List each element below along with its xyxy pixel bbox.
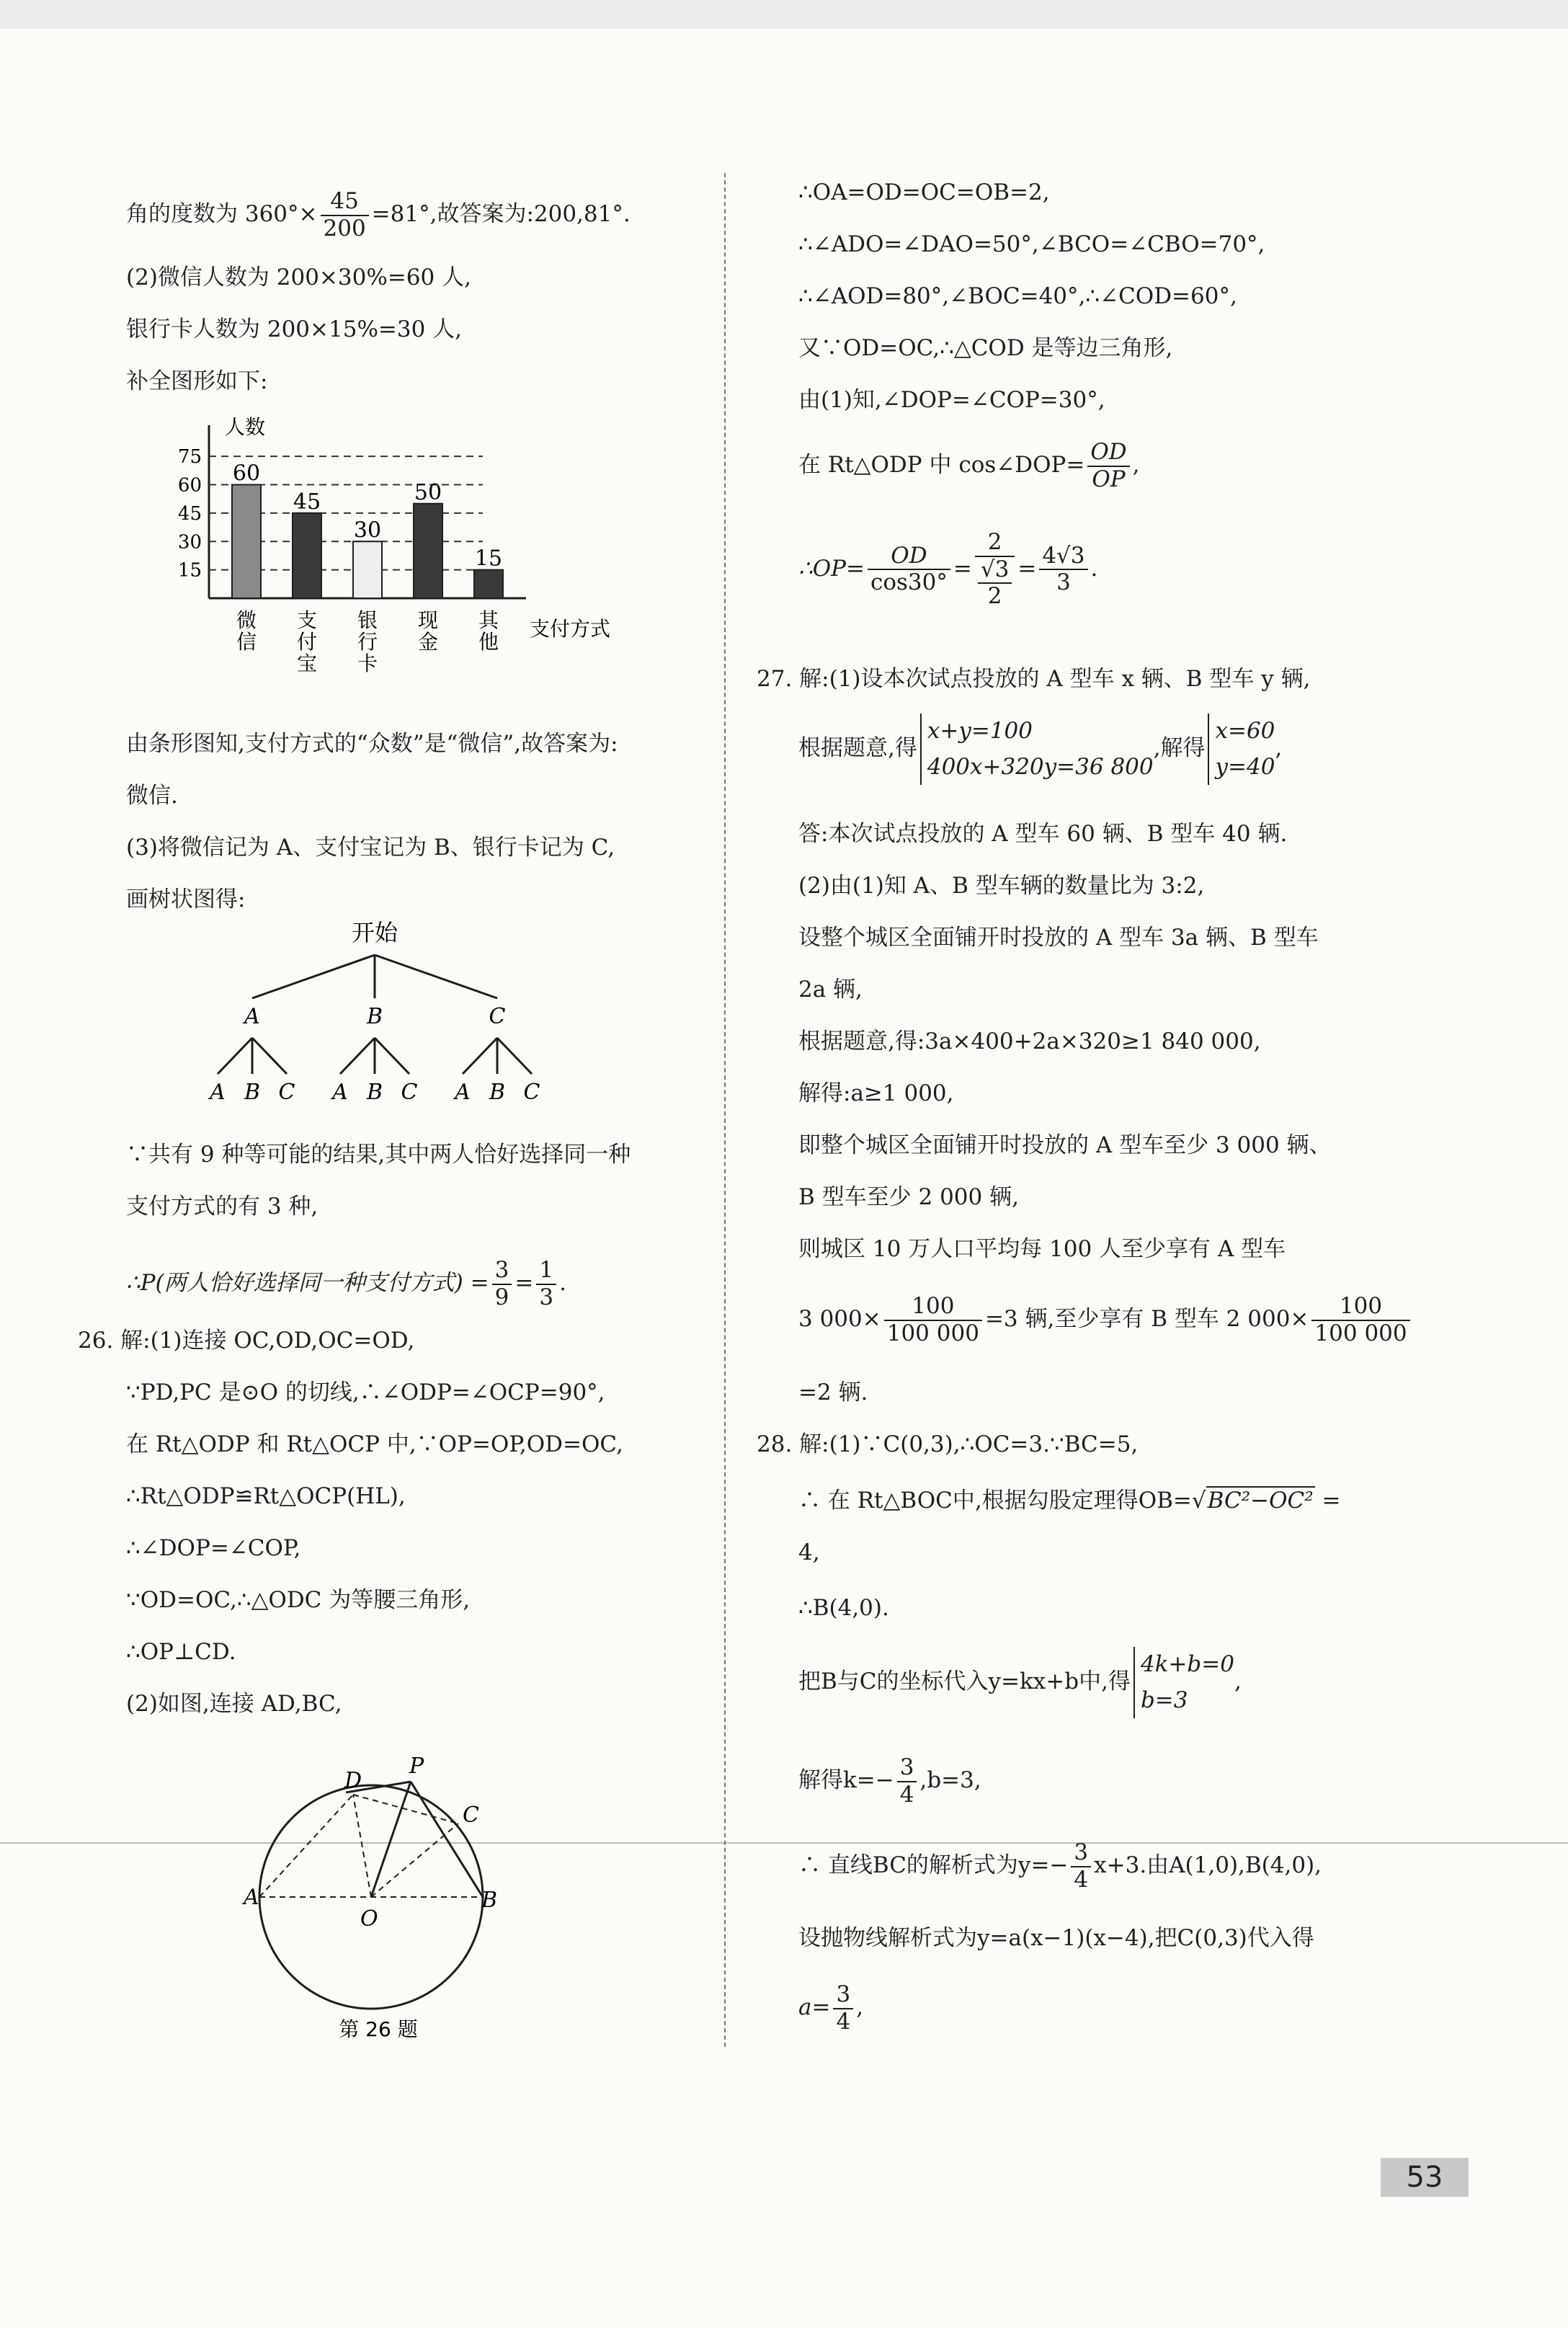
numerator: OD: [868, 543, 950, 571]
tree-branch: [375, 955, 497, 998]
question-26: 26. 解:(1)连接 OC,OD,OC=OD,: [78, 1328, 415, 1354]
fraction: [1039, 543, 1087, 596]
text-line: 设抛物线解析式为y=a(x−1)(x−4),把C(0,3)代入得: [798, 1925, 1314, 1951]
data-label: 45: [293, 489, 321, 515]
tree-leaf: C: [278, 1080, 295, 1105]
point-label-a: A: [244, 1885, 259, 1910]
radicand: BC²−OC²: [1207, 1488, 1314, 1514]
bar-现金: [414, 504, 442, 598]
fraction: [884, 1294, 982, 1346]
fraction: [833, 1982, 853, 2035]
equation: x+y=100: [927, 718, 1033, 744]
y-tick-label: 45: [177, 502, 202, 525]
tree-node: C: [489, 1004, 506, 1029]
text-line: 根据题意,得:3a×400+2a×320≥1 840 000,: [798, 1029, 1261, 1054]
sqrt-symbol: √: [1191, 1488, 1206, 1514]
point-label-c: C: [463, 1803, 479, 1828]
text-line: 4,: [798, 1540, 820, 1565]
segment-op: [371, 1782, 411, 1897]
text-line-cos: [798, 440, 1139, 492]
fraction: [536, 1258, 556, 1310]
text: .: [559, 1270, 566, 1297]
text-line-probability: [126, 1258, 566, 1310]
numerator: 3: [1071, 1840, 1091, 1867]
numerator: 1: [536, 1258, 556, 1285]
text: ,: [1275, 735, 1283, 762]
fraction: [975, 557, 1015, 610]
text-line: 即整个城区全面铺开时投放的 A 型车至少 3 000 辆、: [798, 1132, 1332, 1158]
text-line: 在 Rt△ODP 和 Rt△OCP 中,∵OP=OP,OD=OC,: [126, 1431, 623, 1457]
page-top-band: [0, 0, 1568, 29]
text: 在 Rt△ODP 中 cos∠DOP=: [798, 452, 1085, 479]
segment-ad: [259, 1795, 353, 1897]
text: ∴OP=: [798, 555, 865, 582]
fraction: [321, 189, 369, 241]
text: ,解得: [1153, 735, 1206, 762]
denominator: 3: [539, 1284, 554, 1310]
equation-system: [1133, 1647, 1234, 1718]
data-label: 30: [353, 517, 382, 543]
denominator: OP: [1092, 466, 1126, 492]
x-tick-label: 其他: [478, 608, 499, 654]
text: 角的度数为 360°×: [126, 201, 318, 228]
text-line: 银行卡人数为 200×15%=30 人,: [126, 316, 463, 342]
tree-leaf: A: [210, 1080, 226, 1105]
equation-system: [920, 714, 1154, 785]
equation: 4k+b=0: [1140, 1651, 1234, 1677]
x-tick-label: 银行卡: [357, 608, 378, 675]
y-tick-label: 30: [177, 531, 202, 554]
point-label-b: B: [481, 1888, 498, 1913]
tree-branch: [463, 1038, 497, 1074]
tree-leaf: A: [332, 1080, 348, 1105]
text-line-system: [798, 714, 1282, 785]
tree-leaf: B: [489, 1080, 506, 1105]
fraction: [1311, 1294, 1409, 1346]
equation-system: [1208, 714, 1275, 785]
text: a=: [798, 1994, 831, 2021]
text: 3 000×: [798, 1306, 881, 1333]
tree-node: A: [244, 1004, 260, 1029]
numerator: 100: [1311, 1294, 1409, 1321]
text-line: 画树状图得:: [126, 887, 246, 912]
tree-branch: [252, 955, 375, 998]
text-line: =2 辆.: [798, 1380, 868, 1405]
tree-branch: [340, 1038, 375, 1074]
text-line-k: [798, 1755, 981, 1808]
text: ∴ 直线BC的解析式为y=−: [798, 1852, 1069, 1879]
text-line: ∴OA=OD=OC=OB=2,: [798, 179, 1050, 205]
text-line: 答:本次试点投放的 A 型车 60 辆、B 型车 40 辆.: [798, 821, 1288, 847]
tree-leaf: C: [523, 1080, 540, 1105]
figure-caption: 第 26 题: [339, 2017, 418, 2040]
y-tick-label: 60: [177, 474, 202, 497]
text: =: [953, 555, 972, 582]
data-label: 60: [232, 461, 261, 487]
text-line: 解得:a≥1 000,: [798, 1080, 954, 1106]
x-tick-label: 现金: [417, 608, 439, 654]
denominator: 9: [494, 1284, 509, 1310]
text-line-ratio: [798, 1294, 1413, 1346]
text-line: ∴Rt△ODP≌Rt△OCP(HL),: [126, 1483, 406, 1509]
tree-diagram: [195, 919, 569, 1121]
numerator: √3: [978, 557, 1012, 585]
segment-od: [353, 1795, 371, 1897]
text-line: ∵OD=OC,∴△ODC 为等腰三角形,: [126, 1587, 471, 1613]
denominator: 4: [1074, 1866, 1089, 1893]
text-line: 补全图形如下:: [126, 368, 268, 394]
text-line: (3)将微信记为 A、支付宝记为 B、银行卡记为 C,: [126, 835, 615, 861]
bar-支付宝: [293, 513, 321, 598]
page-number: 53: [1381, 2158, 1469, 2197]
numerator: 3: [833, 1982, 853, 2009]
denominator: 100 000: [886, 1320, 979, 1346]
point-label-o: O: [360, 1906, 378, 1932]
text: =: [1314, 1488, 1341, 1514]
y-axis-label: 人数: [225, 415, 266, 439]
question-27: 27. 解:(1)设本次试点投放的 A 型车 x 辆、B 型车 y 辆,: [757, 666, 1311, 692]
y-tick-label: 15: [177, 559, 202, 582]
text-line: ∴∠ADO=∠DAO=50°,∠BCO=∠CBO=70°,: [798, 231, 1265, 257]
text: .: [1090, 555, 1098, 582]
text: ∴ 在 Rt△BOC中,根据勾股定理得OB=: [798, 1488, 1192, 1514]
text-line: 则城区 10 万人口平均每 100 人至少享有 A 型车: [798, 1236, 1286, 1262]
text-line-pythagoras: [798, 1488, 1341, 1514]
tree-branch: [497, 1038, 532, 1074]
numerator: 45: [321, 189, 369, 216]
equation: b=3: [1140, 1687, 1188, 1713]
fraction: [975, 530, 1015, 610]
text: ,b=3,: [919, 1767, 981, 1794]
text-line-line-bc: [798, 1840, 1322, 1893]
text-line: 微信.: [126, 783, 178, 809]
text-line: 2a 辆,: [798, 977, 863, 1003]
equation: y=40: [1215, 753, 1275, 780]
numerator: 3: [492, 1258, 512, 1285]
denominator: 200: [323, 215, 366, 241]
text: =: [514, 1270, 534, 1297]
tree-node: B: [366, 1004, 383, 1029]
tree-leaf: C: [401, 1080, 418, 1105]
tree-branch: [218, 1038, 252, 1074]
text-line: B 型车至少 2 000 辆,: [798, 1184, 1019, 1210]
fraction: [897, 1755, 917, 1808]
text-line: ∵PD,PC 是⊙O 的切线,∴∠ODP=∠OCP=90°,: [126, 1380, 605, 1405]
text-line: (2)微信人数为 200×30%=60 人,: [126, 265, 471, 290]
text-line: 由条形图知,支付方式的“众数”是“微信”,故答案为:: [126, 731, 618, 757]
text: 解得k=−: [798, 1767, 894, 1794]
tree-root: 开始: [351, 919, 398, 946]
point-label-d: D: [344, 1768, 362, 1793]
text-line-op: [798, 530, 1097, 610]
denominator: 4: [836, 2008, 851, 2035]
text-line: ∴∠AOD=80°,∠BOC=40°,∴∠COD=60°,: [798, 283, 1237, 309]
tree-leaf: B: [244, 1080, 261, 1105]
numerator: OD: [1087, 440, 1129, 467]
point-label-p: P: [409, 1754, 424, 1779]
text-line: ∵共有 9 种等可能的结果,其中两人恰好选择同一种: [126, 1142, 631, 1168]
tree-branch: [375, 1038, 409, 1074]
text-line: 支付方式的有 3 种,: [126, 1194, 318, 1219]
circle-tangent-figure: [238, 1737, 540, 2040]
text-line: (2)由(1)知 A、B 型车辆的数量比为 3:2,: [798, 873, 1205, 899]
numerator: 2: [975, 530, 1015, 557]
numerator: 4√3: [1039, 543, 1087, 571]
y-tick-label: 75: [177, 446, 202, 468]
text-line-angle: [126, 189, 631, 241]
tree-leaf: B: [366, 1080, 383, 1105]
text: ,: [1132, 452, 1140, 479]
text: ∴P(两人恰好选择同一种支付方式) =: [126, 1270, 489, 1297]
tree-branch: [252, 1038, 287, 1074]
numerator: 3: [897, 1755, 917, 1782]
bar-chart: [166, 404, 634, 692]
text-line: (2)如图,连接 AD,BC,: [126, 1691, 342, 1717]
denominator: 3: [1056, 569, 1071, 596]
denominator: 100 000: [1314, 1320, 1407, 1346]
text-line: ∴OP⊥CD.: [126, 1639, 236, 1665]
text: =3 辆,至少享有 B 型车 2 000×: [984, 1306, 1309, 1333]
fraction: [492, 1258, 512, 1310]
text-line-a: [798, 1982, 863, 2035]
fraction: [868, 543, 950, 596]
x-axis-label: 支付方式: [530, 617, 611, 641]
text-line: ∴B(4,0).: [798, 1595, 889, 1621]
data-label: 15: [474, 546, 503, 572]
fraction: [1071, 1840, 1091, 1893]
tree-leaf: A: [455, 1080, 471, 1105]
text: x+3.由A(1,0),B(4,0),: [1094, 1852, 1322, 1879]
text-line: 设整个城区全面铺开时投放的 A 型车 3a 辆、B 型车: [798, 925, 1319, 951]
text: =: [1017, 555, 1037, 582]
equation: x=60: [1215, 718, 1275, 744]
text: 把B与C的坐标代入y=kx+b中,得: [798, 1669, 1131, 1695]
bar-银行卡: [353, 541, 382, 598]
x-tick-label: 支付宝: [296, 608, 318, 675]
numerator: 100: [884, 1294, 982, 1321]
text-line: ∴∠DOP=∠COP,: [126, 1535, 301, 1561]
denominator: 2: [987, 583, 1002, 610]
text: =81°,故答案为:200,81°.: [371, 201, 631, 228]
bar-其他: [474, 570, 503, 598]
page-rule: [0, 1842, 1568, 1844]
denominator: cos30°: [870, 569, 948, 596]
text-line-substitute: [798, 1647, 1242, 1718]
column-divider: [724, 173, 726, 2047]
fraction: [1087, 440, 1129, 492]
x-tick-label: 微信: [236, 608, 257, 654]
bar-微信: [232, 485, 261, 599]
denominator: 4: [899, 1781, 914, 1808]
text-line: 又∵OD=OC,∴△COD 是等边三角形,: [798, 335, 1173, 361]
text: 根据题意,得: [798, 735, 917, 762]
question-28: 28. 解:(1)∵C(0,3),∴OC=3.∵BC=5,: [757, 1431, 1139, 1457]
tangent-pc-extended: [411, 1782, 483, 1897]
text-line: 由(1)知,∠DOP=∠COP=30°,: [798, 387, 1105, 413]
data-label: 50: [414, 479, 442, 505]
text: ,: [856, 1994, 864, 2021]
equation: 400x+320y=36 800: [927, 753, 1154, 780]
text: ,: [1234, 1669, 1242, 1695]
